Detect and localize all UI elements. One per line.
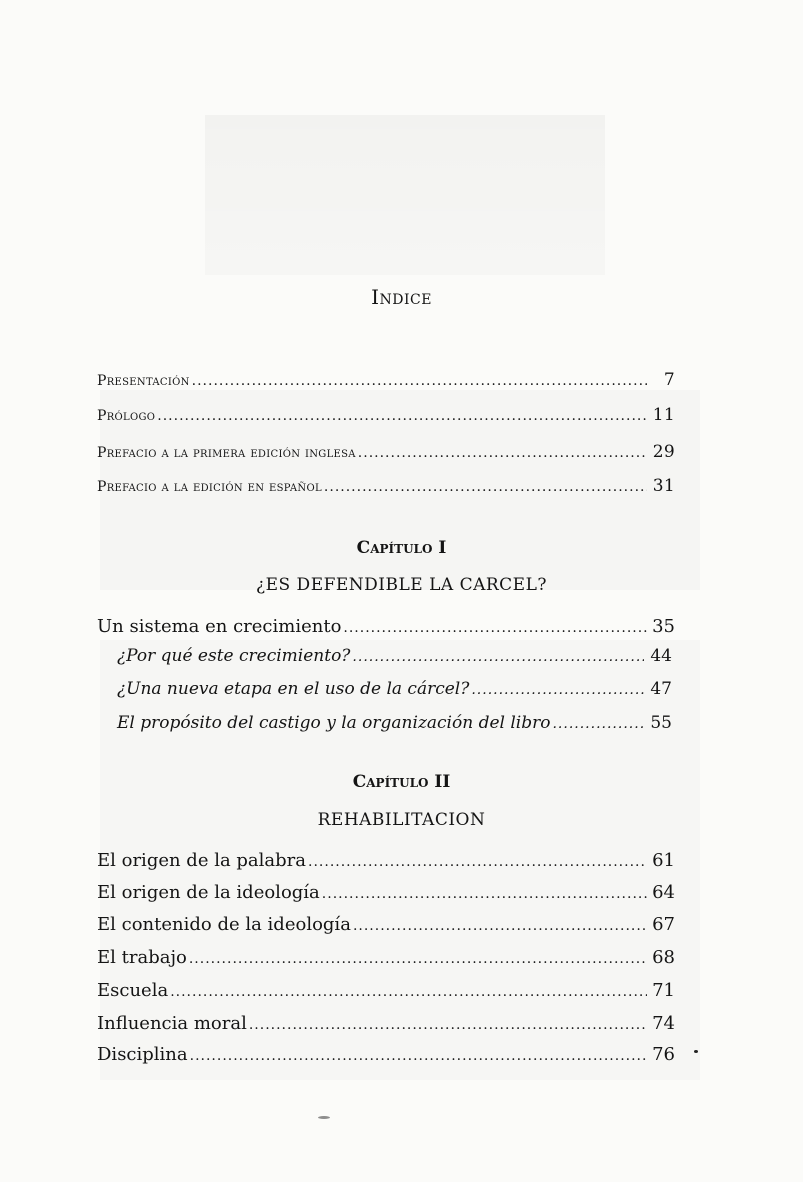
toc-entry-page: 31: [652, 476, 675, 496]
toc-entry-label: El contenido de la ideología: [97, 914, 351, 935]
toc-entry-page: 44: [650, 646, 672, 666]
leader-dots: [190, 1048, 647, 1064]
toc-subentry: [117, 713, 672, 733]
chapter-title: REHABILITACION: [317, 810, 486, 830]
toc-entry-label: Prólogo: [97, 408, 156, 424]
leader-dots: [324, 479, 647, 495]
toc-entry-page: 61: [652, 850, 675, 871]
toc-entry-page: 7: [663, 370, 675, 390]
toc-entry-page: 76: [652, 1044, 675, 1065]
toc-entry: [97, 370, 675, 390]
toc-entry-page: 67: [652, 914, 675, 935]
toc-entry-label: Presentación: [97, 373, 190, 389]
leader-dots: [308, 854, 647, 870]
toc-entry-page: 68: [652, 947, 675, 968]
toc-entry: [97, 882, 675, 903]
chapter-label: Capítulo I: [356, 538, 447, 558]
toc-entry-label: El trabajo: [97, 947, 187, 968]
leader-dots: [471, 682, 644, 698]
toc-subentry: [117, 679, 672, 699]
leader-dots: [358, 445, 647, 461]
toc-entry-page: 74: [652, 1013, 675, 1034]
toc-entry-label: Un sistema en crecimiento: [97, 616, 342, 637]
toc-subentry: [117, 646, 672, 666]
toc-entry-label: ¿Una nueva etapa en el uso de la cárcel?: [117, 679, 470, 699]
toc-entry-label: Prefacio a la primera edición inglesa: [97, 445, 356, 461]
toc-entry: [97, 476, 675, 496]
leader-dots: [192, 373, 647, 389]
chapter-label: Capítulo II: [352, 772, 451, 792]
toc-entry-label: Prefacio a la edición en español: [97, 479, 322, 495]
toc-entry-page: 71: [652, 980, 675, 1001]
toc-entry: [97, 442, 675, 462]
leader-dots: [552, 716, 644, 732]
scan-speck: [318, 1116, 330, 1119]
toc-entry-page: 47: [650, 679, 672, 699]
toc-entry-label: El origen de la palabra: [97, 850, 307, 871]
toc-entry-page: 64: [652, 882, 675, 903]
toc-entry-page: 11: [652, 405, 675, 425]
toc-entry: [97, 616, 675, 637]
leader-dots: [353, 918, 647, 934]
toc-entry-label: El origen de la ideología: [97, 882, 320, 903]
toc-entry: [97, 405, 675, 425]
leader-dots: [343, 620, 647, 636]
toc-entry-label: Escuela: [97, 980, 169, 1001]
toc-entry-page: 55: [650, 713, 672, 733]
leader-dots: [170, 984, 647, 1000]
toc-entry: [97, 1013, 675, 1034]
toc-entry-page: 35: [652, 616, 675, 637]
bleed-through-block: [205, 115, 605, 275]
toc-entry: [97, 947, 675, 968]
toc-entry: [97, 914, 675, 935]
leader-dots: [157, 408, 647, 424]
leader-dots: [352, 649, 644, 665]
index-title: Indice: [371, 285, 432, 309]
leader-dots: [249, 1017, 647, 1033]
toc-entry-label: El propósito del castigo y la organización del libro: [117, 713, 551, 733]
toc-entry: [97, 980, 675, 1001]
leader-dots: [322, 886, 647, 902]
scan-speck: [694, 1050, 698, 1053]
leader-dots: [189, 951, 647, 967]
toc-entry-label: ¿Por qué este crecimiento?: [117, 646, 351, 666]
toc-entry: [97, 1044, 675, 1065]
toc-entry: [97, 850, 675, 871]
toc-entry-page: 29: [652, 442, 675, 462]
chapter-title: ¿ES DEFENDIBLE LA CARCEL?: [255, 575, 547, 595]
toc-entry-label: Disciplina: [97, 1044, 188, 1065]
toc-entry-label: Influencia moral: [97, 1013, 247, 1034]
